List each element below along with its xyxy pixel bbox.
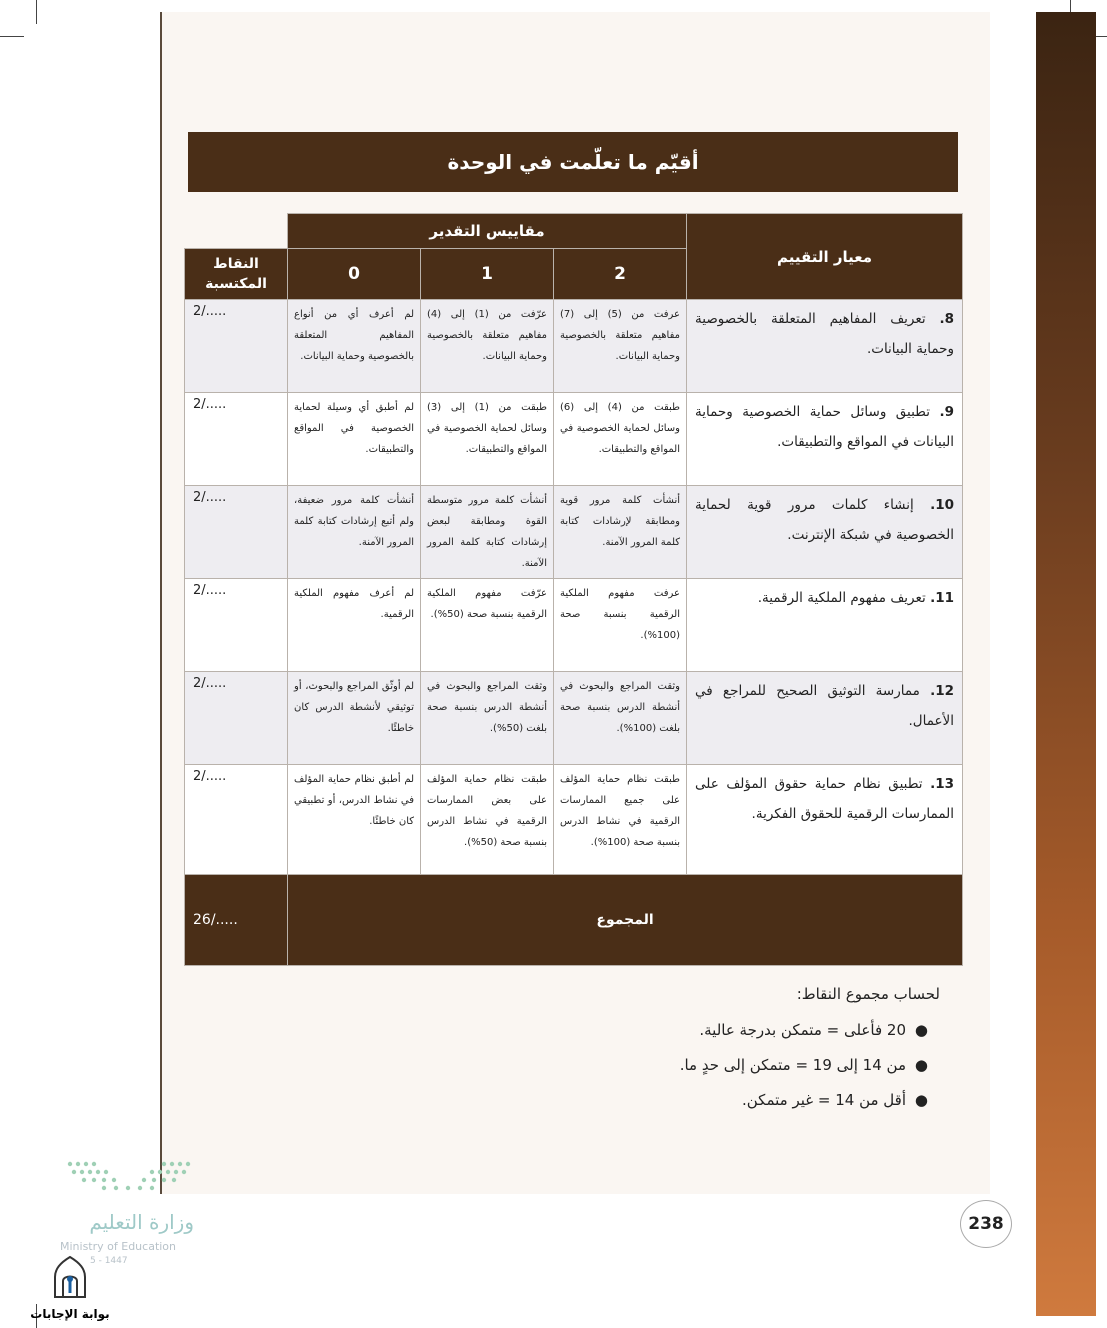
- level-2-cell: عرفت مفهوم الملكية الرقمية بنسبة صحة (100%).: [554, 579, 687, 672]
- note-text: من 14 إلى 19 = متمكن إلى حدٍ ما.: [679, 1056, 906, 1074]
- criterion-cell: [687, 393, 963, 486]
- criterion-number: 11.: [930, 590, 955, 606]
- level-1-cell: طبقت من (1) إلى (3) وسائل لحماية الخصوصية في المواقع والتطبيقات.: [421, 393, 554, 486]
- criterion-cell: [687, 765, 963, 875]
- level-2-cell: وثقت المراجع والبحوث في أنشطة الدرس بنسبة صحة بلغت (100%).: [554, 672, 687, 765]
- scale-level-2: 2: [554, 249, 687, 300]
- level-0-cell: لم أعرف أي من أنواع المفاهيم المتعلقة بالخصوصية وحماية البيانات.: [288, 300, 421, 393]
- notes-heading: لحساب مجموع النقاط:: [796, 985, 940, 1003]
- bullet-icon: ●: [914, 1091, 928, 1109]
- criterion-number: 13.: [930, 776, 955, 792]
- points-header: النقاط المكتسبة: [185, 249, 288, 300]
- list-item: [600, 1056, 928, 1074]
- level-0-cell: لم أطبق أي وسيلة لحماية الخصوصية في المواقع والتطبيقات.: [288, 393, 421, 486]
- scale-level-0: 0: [288, 249, 421, 300]
- ministry-name-ar: وزارة التعليم: [89, 1210, 194, 1234]
- points-cell[interactable]: 2/.....: [185, 393, 288, 486]
- rubric-table: [184, 213, 963, 966]
- dots-logo-icon: [64, 1158, 196, 1194]
- total-row: [185, 875, 963, 966]
- criterion-text: تطبيق نظام حماية حقوق المؤلف على الممارسات الرقمية للحقوق الفكرية.: [695, 776, 955, 822]
- level-0-cell: لم أطبق نظام حماية المؤلف في نشاط الدرس، أو تطبيقي كان خاطئًا.: [288, 765, 421, 875]
- scale-level-1: 1: [421, 249, 554, 300]
- answers-portal-logo: [30, 1255, 110, 1321]
- crop-mark: [0, 36, 24, 37]
- empty-header-cell: [185, 214, 288, 249]
- decorative-side-strip: [1036, 12, 1096, 1316]
- criterion-number: 12.: [930, 683, 955, 699]
- ministry-year: 5 - 1447: [90, 1256, 128, 1266]
- list-item: [600, 1021, 928, 1039]
- level-0-cell: لم أعرف مفهوم الملكية الرقمية.: [288, 579, 421, 672]
- criterion-text: تعريف مفهوم الملكية الرقمية.: [757, 590, 926, 606]
- criterion-number: 10.: [930, 497, 955, 513]
- table-row: [185, 579, 963, 672]
- page-number: 238: [960, 1200, 1012, 1248]
- level-1-cell: وثقت المراجع والبحوث في أنشطة الدرس بنسبة صحة بلغت (50%).: [421, 672, 554, 765]
- criterion-number: 9.: [939, 404, 955, 420]
- level-0-cell: لم أوثّق المراجع والبحوث، أو توثيقي لأنشطة الدرس كان خاطئًا.: [288, 672, 421, 765]
- criterion-cell: [687, 486, 963, 579]
- points-cell[interactable]: 2/.....: [185, 765, 288, 875]
- criterion-cell: [687, 579, 963, 672]
- table-row: [185, 672, 963, 765]
- level-2-cell: أنشأت كلمة مرور قوية ومطابقة لإرشادات كتابة كلمة المرور الآمنة.: [554, 486, 687, 579]
- criterion-text: ممارسة التوثيق الصحيح للمراجع في الأعمال.: [695, 683, 955, 729]
- level-2-cell: عرفت من (5) إلى (7) مفاهيم متعلقة بالخصوصية وحماية البيانات.: [554, 300, 687, 393]
- scoring-notes: [600, 985, 940, 1126]
- points-cell[interactable]: 2/.....: [185, 672, 288, 765]
- level-0-cell: أنشأت كلمة مرور ضعيفة، ولم أتبع إرشادات كتابة كلمة المرور الآمنة.: [288, 486, 421, 579]
- criterion-number: 8.: [939, 311, 955, 327]
- table-row: [185, 393, 963, 486]
- list-item: [600, 1091, 928, 1109]
- bullet-icon: ●: [914, 1021, 928, 1039]
- table-row: [185, 300, 963, 393]
- bullet-icon: ●: [914, 1056, 928, 1074]
- ministry-name-en: Ministry of Education: [60, 1240, 177, 1253]
- level-2-cell: طبقت من (4) إلى (6) وسائل لحماية الخصوصية في المواقع والتطبيقات.: [554, 393, 687, 486]
- note-text: أقل من 14 = غير متمكن.: [741, 1091, 906, 1109]
- points-cell[interactable]: 2/.....: [185, 300, 288, 393]
- portal-label: بوابة الإجابات: [30, 1307, 110, 1321]
- level-1-cell: عرّفت من (1) إلى (4) مفاهيم متعلقة بالخصوصية وحماية البيانات.: [421, 300, 554, 393]
- crop-mark: [36, 0, 37, 24]
- portal-building-icon: [45, 1255, 95, 1299]
- criterion-text: تعريف المفاهيم المتعلقة بالخصوصية وحماية البيانات.: [695, 311, 955, 357]
- criterion-text: إنشاء كلمات مرور قوية لحماية الخصوصية في شبكة الإنترنت.: [695, 497, 955, 543]
- total-points-cell[interactable]: 26/.....: [185, 875, 288, 966]
- criterion-cell: [687, 300, 963, 393]
- notes-list: [600, 1021, 940, 1109]
- criterion-cell: [687, 672, 963, 765]
- level-1-cell: عرّفت مفهوم الملكية الرقمية بنسبة صحة (50%).: [421, 579, 554, 672]
- level-1-cell: طبقت نظام حماية المؤلف على بعض الممارسات الرقمية في نشاط الدرس بنسبة صحة (50%).: [421, 765, 554, 875]
- points-cell[interactable]: 2/.....: [185, 579, 288, 672]
- points-cell[interactable]: 2/.....: [185, 486, 288, 579]
- total-label: المجموع: [288, 875, 963, 966]
- level-2-cell: طبقت نظام حماية المؤلف على جميع الممارسات الرقمية في نشاط الدرس بنسبة صحة (100%).: [554, 765, 687, 875]
- table-row: [185, 765, 963, 875]
- table-row: [185, 486, 963, 579]
- scale-header: مقاييس التقدير: [288, 214, 687, 249]
- criteria-header: معيار التقييم: [687, 214, 963, 300]
- page-title: أقيّم ما تعلّمت في الوحدة: [188, 132, 958, 192]
- note-text: 20 فأعلى = متمكن بدرجة عالية.: [699, 1021, 906, 1039]
- level-1-cell: أنشأت كلمة مرور متوسطة القوة ومطابقة لبعض إرشادات كتابة كلمة المرور الآمنة.: [421, 486, 554, 579]
- criterion-text: تطبيق وسائل حماية الخصوصية وحماية البيانات في المواقع والتطبيقات.: [695, 404, 955, 450]
